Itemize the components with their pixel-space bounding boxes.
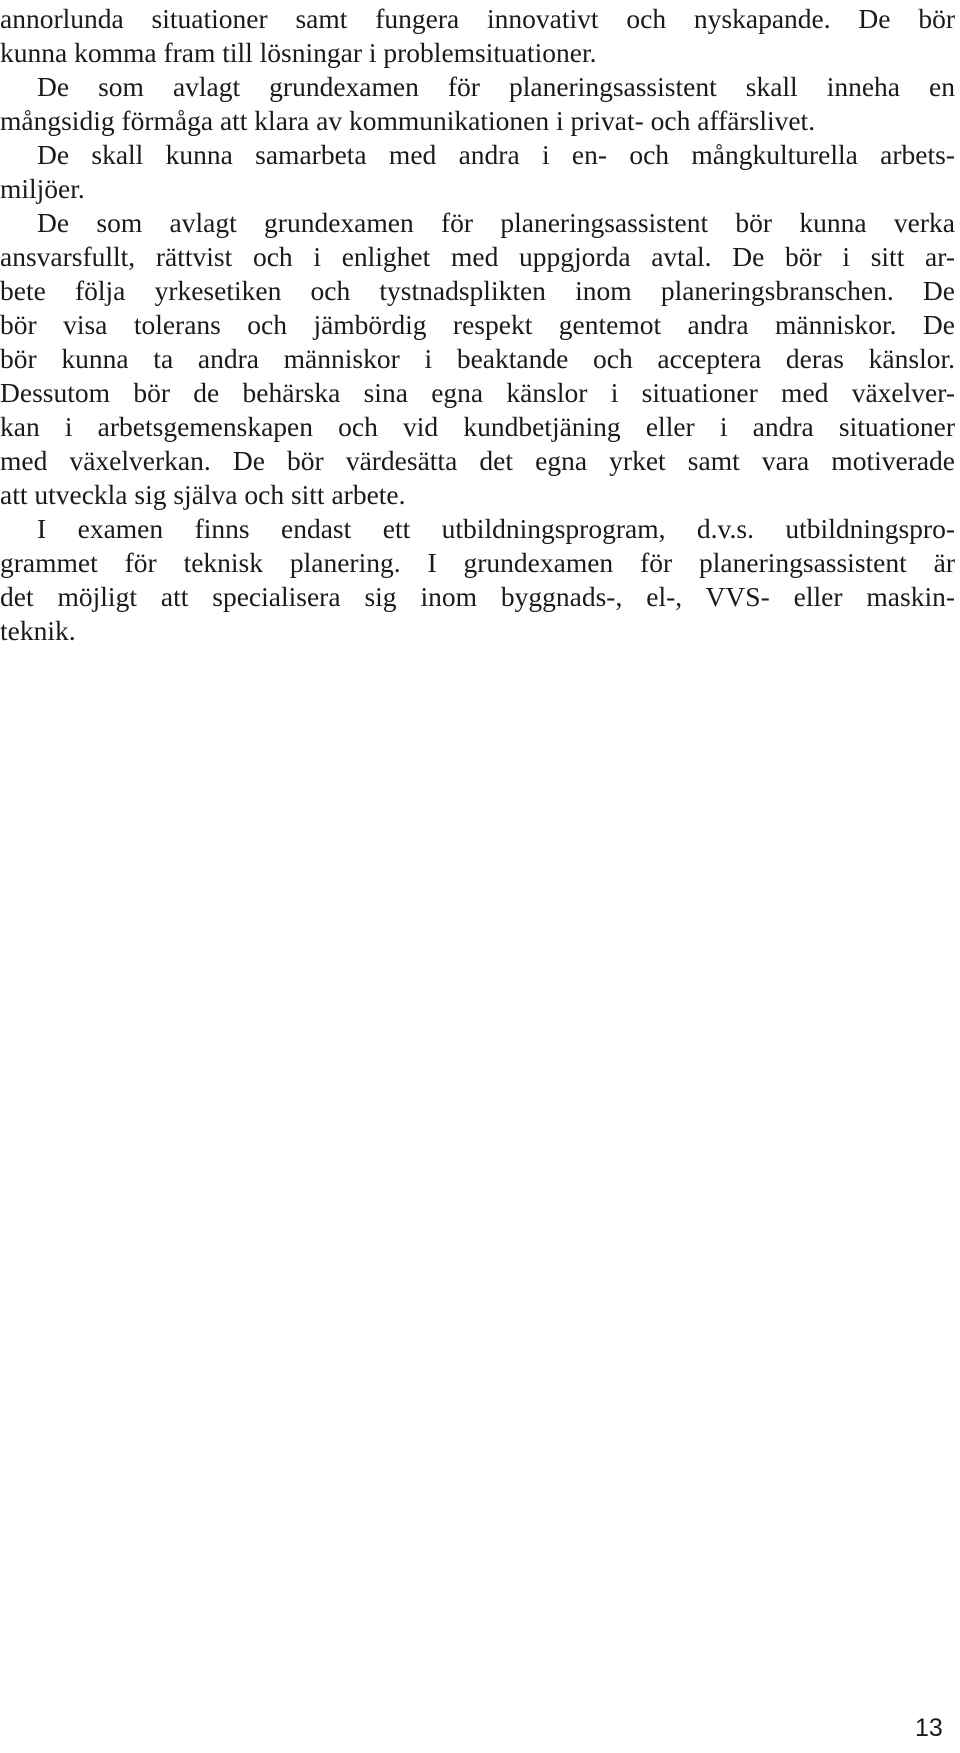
text-line: bete följa yrkesetiken och tystnadsplikten inom planeringsbranschen. De — [0, 275, 955, 306]
text-line: Dessutom bör de behärska sina egna känslor i situationer med växelver- — [0, 377, 955, 408]
text-line: mångsidig förmåga att klara av kommunikationen i privat- och affärslivet. — [0, 105, 816, 136]
text-line: ansvarsfullt, rättvist och i enlighet med uppgjorda avtal. De bör i sitt ar- — [0, 241, 955, 272]
text-line: De som avlagt grundexamen för planeringsassistent skall inneha en — [37, 71, 955, 102]
text-line: De som avlagt grundexamen för planeringsassistent bör kunna verka — [37, 207, 955, 238]
text-line: det möjligt att specialisera sig inom byggnads-, el-, VVS- eller maskin- — [0, 581, 955, 612]
text-line: med växelverkan. De bör värdesätta det egna yrket samt vara motiverade — [0, 445, 955, 476]
text-line: bör kunna ta andra människor i beaktande och acceptera deras känslor. — [0, 343, 955, 374]
text-line: grammet för teknisk planering. I grundexamen för planeringsassistent är — [0, 547, 955, 578]
text-line: kan i arbetsgemenskapen och vid kundbetjäning eller i andra situationer — [0, 411, 955, 442]
page-number: 13 — [915, 1714, 943, 1742]
text-line: bör visa tolerans och jämbördig respekt gentemot andra människor. De — [0, 309, 955, 340]
text-line: teknik. — [0, 615, 76, 646]
text-line: De skall kunna samarbeta med andra i en- och mångkulturella arbets- — [37, 139, 955, 170]
text-line: kunna komma fram till lösningar i problemsituationer. — [0, 37, 597, 68]
text-line: I examen finns endast ett utbildningsprogram, d.v.s. utbildningspro- — [37, 513, 955, 544]
text-line: miljöer. — [0, 173, 85, 204]
text-line: annorlunda situationer samt fungera innovativt och nyskapande. De bör — [0, 3, 955, 34]
text-line: att utveckla sig själva och sitt arbete. — [0, 479, 406, 510]
